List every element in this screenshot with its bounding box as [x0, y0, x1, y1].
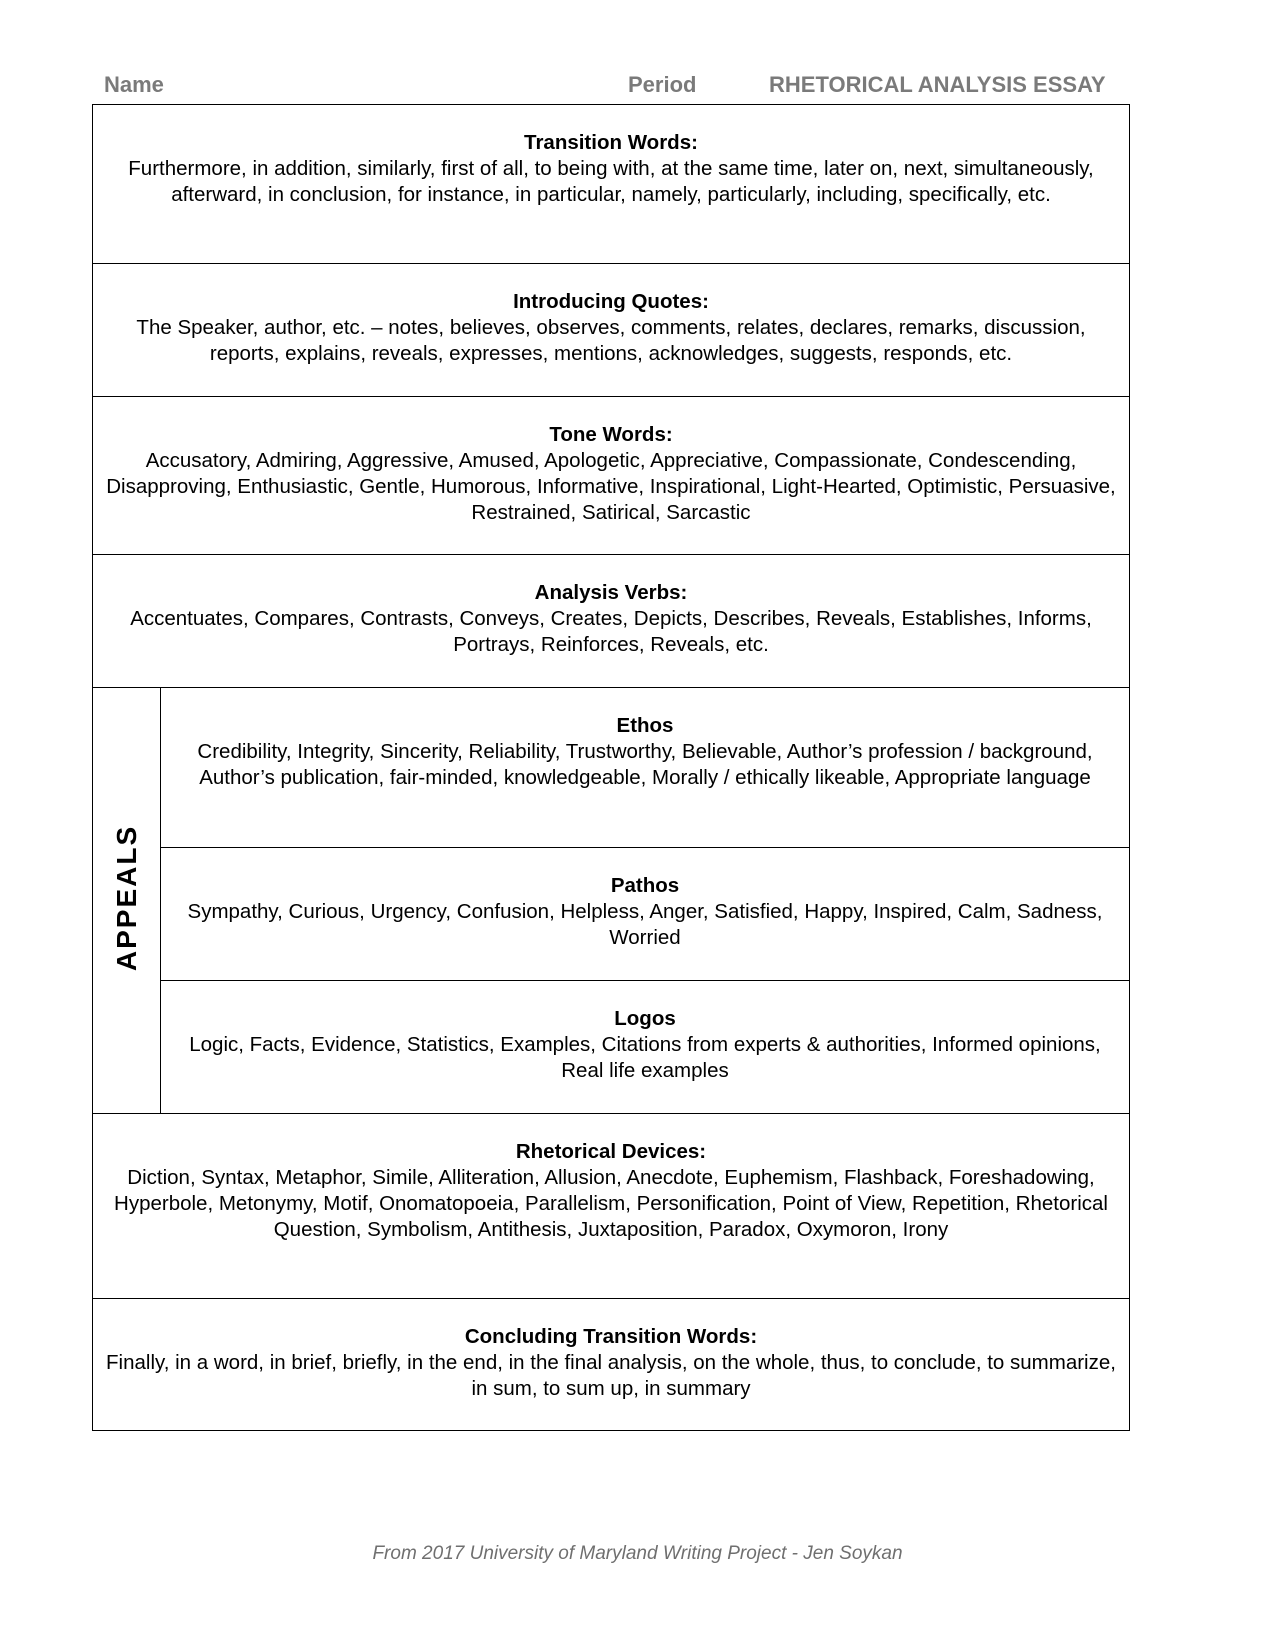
pathos-body: Sympathy, Curious, Urgency, Confusion, Helpless, Anger, Satisfied, Happy, Inspired, Calm, Sadness, Worried: [187, 900, 1103, 949]
tone-words-heading: Tone Words:: [549, 423, 673, 446]
period-label: Period: [628, 72, 697, 97]
analysis-verbs-heading: Analysis Verbs:: [534, 581, 688, 604]
worksheet-title: RHETORICAL ANALYSIS ESSAY: [769, 72, 1106, 97]
transition-words-heading: Transition Words:: [524, 131, 698, 154]
ethos-section: [161, 688, 1129, 848]
transition-words-body: Furthermore, in addition, similarly, first of all, to being with, at the same time, later on, next, simultaneously, afterward, in conclusion, for instance, in particular, namely, particularly, including, specifically, etc.: [128, 157, 1094, 206]
logos-section: [161, 981, 1129, 1112]
worksheet-header: [0, 72, 1275, 102]
appeals-label: APPEALS: [111, 824, 142, 972]
tone-words-body: Accusatory, Admiring, Aggressive, Amused, Apologetic, Appreciative, Compassionate, Condescending, Disapproving, Enthusiastic, Gentle, Humorous, Informative, Inspirational, Light-Hearted, Optimistic, Persuasive, Restrained, Satirical, Sarcastic: [106, 449, 1116, 524]
source-credit: From 2017 University of Maryland Writing Project - Jen Soykan: [372, 1543, 903, 1564]
ethos-body: Credibility, Integrity, Sincerity, Reliability, Trustworthy, Believable, Author’s profession / background, Author’s publication, fair-minded, knowledgeable, Morally / ethically likeable, Appropriate language: [197, 740, 1093, 789]
reference-table: [92, 104, 1130, 1431]
introducing-quotes-section: [93, 264, 1129, 397]
analysis-verbs-body: Accentuates, Compares, Contrasts, Conveys, Creates, Depicts, Describes, Reveals, Establishes, Informs, Portrays, Reinforces, Reveals, etc.: [130, 607, 1092, 656]
appeals-section: [93, 688, 1129, 1114]
introducing-quotes-heading: Introducing Quotes:: [513, 290, 709, 313]
ethos-heading: Ethos: [616, 714, 674, 737]
introducing-quotes-body: The Speaker, author, etc. – notes, believes, observes, comments, relates, declares, remarks, discussion, reports, explains, reveals, expresses, mentions, acknowledges, suggests, responds, etc.: [136, 316, 1086, 365]
rhetorical-devices-heading: Rhetorical Devices:: [515, 1140, 707, 1163]
appeals-list: [161, 688, 1129, 1113]
concluding-transition-section: [93, 1299, 1129, 1430]
concluding-transition-heading: Concluding Transition Words:: [464, 1325, 758, 1348]
analysis-verbs-section: [93, 555, 1129, 688]
appeals-label-cell: [93, 688, 161, 1113]
rhetorical-devices-body: Diction, Syntax, Metaphor, Simile, Alliteration, Allusion, Anecdote, Euphemism, Flashback, Foreshadowing, Hyperbole, Metonymy, Motif, Onomatopoeia, Parallelism, Personification, Point of View, Repetition, Rhetorical Question, Symbolism, Antithesis, Juxtaposition, Paradox, Oxymoron, Irony: [114, 1166, 1108, 1241]
pathos-section: [161, 848, 1129, 981]
tone-words-section: [93, 397, 1129, 555]
pathos-heading: Pathos: [610, 874, 680, 897]
rhetorical-devices-section: [93, 1114, 1129, 1299]
name-label: Name: [104, 72, 164, 97]
transition-words-section: [93, 105, 1129, 264]
logos-body: Logic, Facts, Evidence, Statistics, Examples, Citations from experts & authorities, Informed opinions, Real life examples: [189, 1033, 1101, 1082]
concluding-transition-body: Finally, in a word, in brief, briefly, in the end, in the final analysis, on the whole, thus, to conclude, to summarize, in sum, to sum up, in summary: [106, 1351, 1116, 1400]
logos-heading: Logos: [614, 1007, 676, 1030]
